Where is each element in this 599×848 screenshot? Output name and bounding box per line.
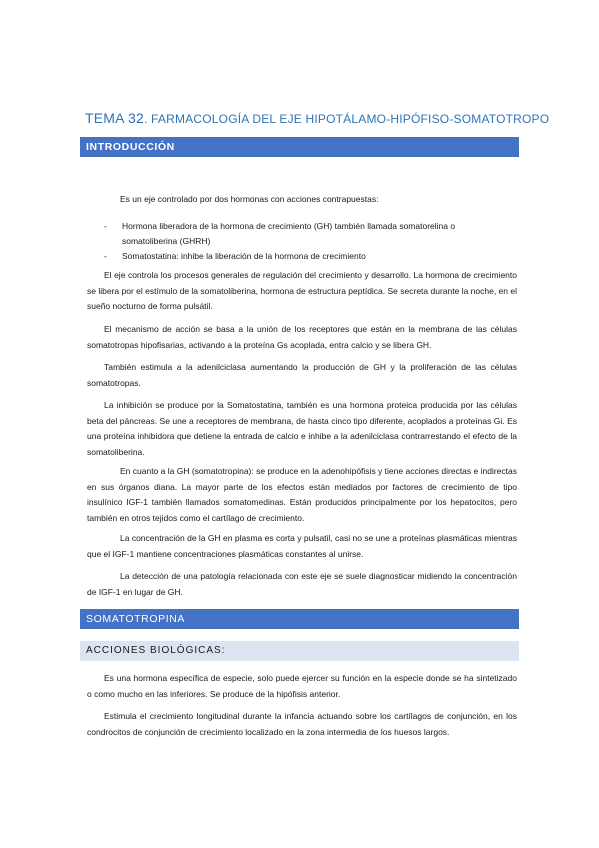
bullet-text: Somatostatina: inhibe la liberación de la hormona de crecimiento [122,251,366,261]
tema-title: . FARMACOLOGÍA DEL EJE HIPOTÁLAMO-HIPÓFISO-SOMATOTROPO [143,112,550,126]
subsection-header-acciones: ACCIONES BIOLÓGICAS: [80,641,519,661]
list-item [104,249,514,264]
section-header-somatotropina: SOMATOTROPINA [80,609,519,629]
acciones-paragraph: Estimula el crecimiento longitudinal durante la infancia actuando sobre los cartílagos de conjunción, en los condrocitos de conjunción de crecimiento localizado en la zona intermedia de los huesos largos. [87,711,517,737]
list-item [104,219,514,249]
intro-paragraph: La concentración de la GH en plasma es corta y pulsatil, casi no se une a proteínas plasmáticas mientras que el IGF-1 mantiene concentraciones plasmáticas constantes al unirse. [87,533,517,559]
section-header-introduccion: INTRODUCCIÓN [80,137,519,157]
intro-paragraph: En cuanto a la GH (somatotropina): se produce en la adenohipófisis y tiene acciones directas e indirectas en sus órganos diana. La mayor parte de los efectos están mediados por factores de crecimiento de tipo insulínico IGF-1 también llamados somatomedinas. Están producidos principalmente por los hepatocitos, pero también en otros tejidos como el cartílago de crecimiento. [87,466,517,523]
bullet-dash: - [104,221,107,231]
tema-number: TEMA 32 [85,110,144,126]
intro-paragraph: La detección de una patología relacionada con este eje se suele diagnosticar midiendo la concentración de IGF-1 en lugar de GH. [87,571,517,597]
intro-paragraph: El mecanismo de acción se basa a la unión de los receptores que están en la membrana de las células somatotropas hipofisarias, activando a la proteína Gs acoplada, entra calcio y se libera GH. [87,324,517,350]
intro-paragraph: El eje controla los procesos generales de regulación del crecimiento y desarrollo. La hormona de crecimiento se libera por el estímulo de la somatoliberina, hormona de estructura peptídica. Se secreta durante la noche, en el sueño nocturno de forma pulsátil. [87,270,517,311]
acciones-paragraph: Es una hormona específica de especie, solo puede ejercer su función en la especie donde se ha sintetizado o como mucho en las inferiores. Se produce de la hipófisis anterior. [87,673,517,699]
intro-lead: Es un eje controlado por dos hormonas con acciones contrapuestas: [120,194,379,204]
page-title [85,110,550,128]
intro-paragraph: La inhibición se produce por la Somatostatina, también es una hormona proteica producida por las células beta del páncreas. Se une a receptores de membrana, de hasta cinco tipo diferente, acoplados a proteínas Gi. Es una proteína inhibidora que detiene la entrada de calcio e inhibe a la adenilciclasa contrarrestando el efecto de la somatoliberina. [87,400,517,457]
bullet-text: Hormona liberadora de la hormona de crecimiento (GH) también llamada somatorelina o somatoliberina (GHRH) [122,221,456,246]
bullet-dash: - [104,251,107,261]
intro-paragraph: También estimula a la adenilciclasa aumentando la producción de GH y la proliferación de las células somatotropas. [87,362,517,388]
